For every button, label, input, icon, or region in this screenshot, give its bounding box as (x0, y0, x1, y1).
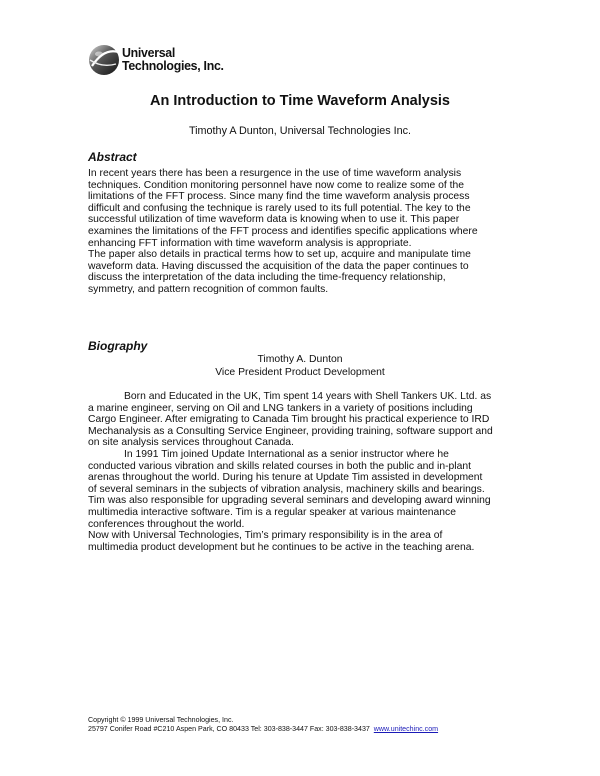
bio-line: Tim was also responsible for upgrading several seminars and developing award winning (88, 495, 491, 507)
bio-line: of several seminars in the subjects of vibration analysis, machinery skills and bearings. (88, 483, 485, 495)
bio-line: conferences throughout the world. (88, 518, 245, 530)
company-logo (86, 42, 226, 82)
bio-line: Born and Educated in the UK, Tim spent 14 years with Shell Tankers UK. Ltd. as (124, 391, 492, 402)
bio-line: Now with Universal Technologies, Tim’s primary responsibility is in the area of (88, 530, 443, 541)
abstract-line: limitations of the FFT process. Since many find the time waveform analysis process (88, 191, 470, 203)
abstract-line: examines the limitations of the FFT process and identifies specific applications where (88, 225, 478, 237)
abstract-line: difficult and confusing the technique is rarely used to its full potential. The key to the (88, 202, 471, 214)
biography-name: Timothy A. Dunton (257, 354, 343, 365)
bio-line: Mechanalysis as a Consulting Service Engineer, providing training, software support and (88, 425, 493, 437)
abstract-line: enhancing FFT information with time waveform analysis is appropriate. (88, 237, 412, 249)
bio-line: on site analysis services throughout Canada. (88, 437, 294, 449)
abstract-line: waveform data. Having discussed the acquisition of the data the paper continues to (88, 260, 469, 272)
logo-wordmark: Universal Technologies, Inc. (122, 45, 224, 73)
abstract-heading: Abstract (88, 150, 137, 164)
page-footer (88, 716, 438, 734)
footer-address-line (88, 725, 438, 734)
biography-heading: Biography (88, 339, 148, 353)
abstract-line: In recent years there has been a resurgence in the use of time waveform analysis (88, 168, 462, 179)
abstract-line: successful utilization of time waveform data is knowing when to use it. This paper (88, 214, 460, 226)
biography-paragraph-2 (88, 449, 518, 530)
author-line: Timothy A Dunton, Universal Technologies Inc. (188, 125, 412, 137)
footer-copyright: Copyright © 1999 Universal Technologies, Inc. (88, 716, 234, 724)
bio-line: a marine engineer, serving on Oil and LNG tankers in a variety of positions including (88, 402, 473, 414)
bio-line: multimedia interactive software. Tim is a regular speaker at various maintenance (88, 506, 456, 518)
biography-position: Vice President Product Development (215, 367, 385, 378)
bio-line: multimedia product development but he continues to be active in the teaching arena. (88, 541, 475, 553)
abstract-body (88, 168, 518, 296)
bio-line: In 1991 Tim joined Update International as a senior instructor where he (124, 449, 449, 460)
biography-paragraph-1 (88, 391, 518, 449)
abstract-line: discuss the interpretation of the data including the time-frequency relationship, (88, 272, 446, 284)
footer-website-link[interactable]: www.unitechinc.com (373, 724, 439, 733)
abstract-line: The paper also details in practical terms how to set up, acquire and manipulate time (88, 249, 471, 261)
biography-paragraph-3 (88, 530, 518, 553)
footer-address: 25797 Conifer Road #C210 Aspen Park, CO 80433 Tel: 303-838-3447 Fax: 303-838-3437 (88, 724, 370, 733)
abstract-line: techniques. Condition monitoring personnel have now come to realize some of the (88, 179, 465, 191)
bio-line: conducted various vibration and skills related courses in both the public and in-plant (88, 460, 471, 472)
document-title: An Introduction to Time Waveform Analysis (150, 93, 450, 109)
globe-logo-icon (86, 42, 122, 78)
bio-line: arenas throughout the world. During his tenure at Update Tim assisted in development (88, 472, 483, 484)
bio-line: Cargo Engineer. After emigrating to Canada Tim brought his practical experience to IRD (88, 414, 490, 426)
abstract-line: symmetry, and pattern recognition of common faults. (88, 283, 329, 295)
